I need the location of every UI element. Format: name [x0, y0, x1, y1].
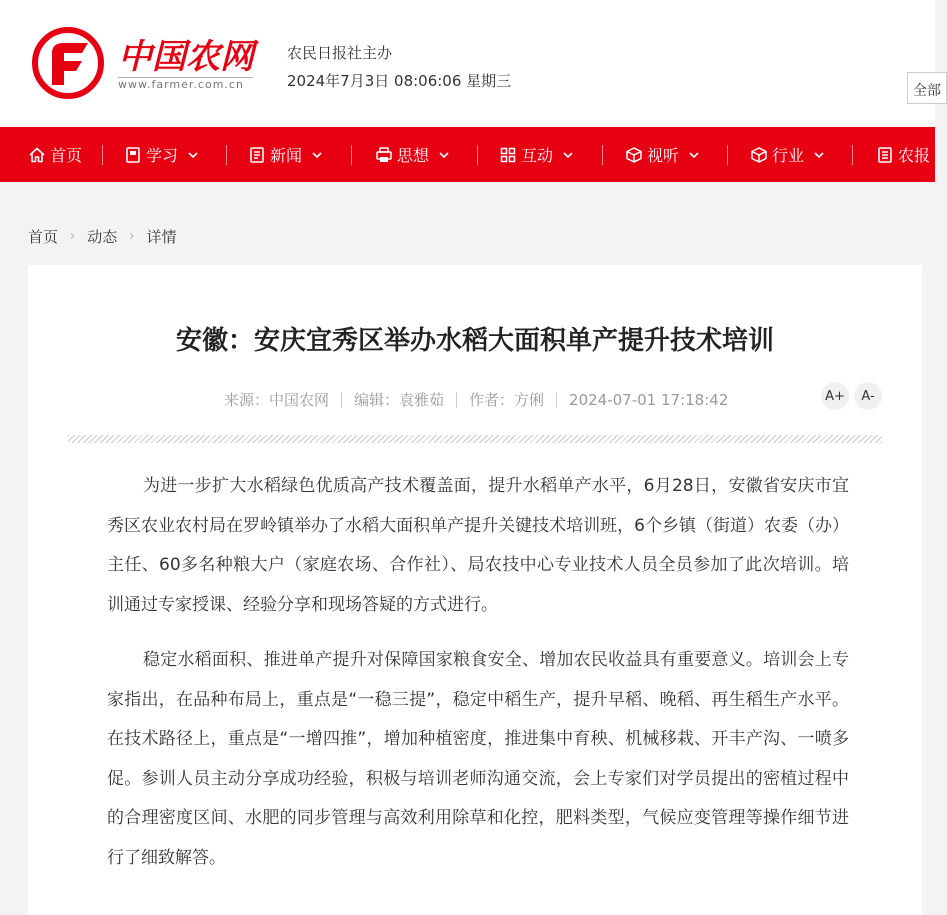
- chevron-right-icon: ›: [70, 229, 76, 244]
- chevron-down-icon: [310, 148, 324, 162]
- font-increase-button[interactable]: A+: [821, 382, 849, 410]
- chevron-down-icon: [561, 148, 575, 162]
- article-source: 来源：中国农网: [224, 391, 330, 409]
- article-editor: 编辑：袁雅茹: [354, 391, 445, 409]
- nav-label-thought: 思想: [397, 146, 430, 165]
- article-card: [28, 265, 922, 915]
- nav-item-industry[interactable]: [750, 127, 826, 182]
- nav-divider: [351, 145, 352, 165]
- meta-divider: [456, 392, 457, 408]
- chevron-down-icon: [812, 148, 826, 162]
- farmer-logo-icon[interactable]: [32, 27, 104, 99]
- article-date: 2024-07-01 17:18:42: [569, 390, 729, 409]
- logo-url: www.farmer.com.cn: [118, 78, 244, 91]
- font-decrease-button[interactable]: A-: [854, 382, 882, 410]
- nav-label-media: 视听: [647, 146, 680, 165]
- breadcrumb-current: 详情: [146, 228, 177, 246]
- chevron-down-icon: [687, 148, 701, 162]
- grid-icon: [499, 146, 517, 164]
- nav-item-media[interactable]: [625, 127, 701, 182]
- nav-label-news: 新闻: [270, 146, 303, 165]
- home-icon: [28, 146, 46, 164]
- nav-divider: [102, 145, 103, 165]
- nav-item-news[interactable]: [248, 127, 324, 182]
- nav-divider: [727, 145, 728, 165]
- nav-label-home: 首页: [50, 146, 83, 165]
- nav-label-study: 学习: [146, 146, 179, 165]
- cube-icon: [625, 146, 643, 164]
- meta-divider: [341, 392, 342, 408]
- nav-divider: [226, 145, 227, 165]
- svg-text:中国农网: 中国农网: [118, 37, 254, 77]
- nav-label-newspaper: 农报: [898, 146, 931, 165]
- nav-item-home[interactable]: [28, 127, 82, 182]
- current-datetime: 2024年7月3日 08:06:06 星期三: [287, 72, 512, 90]
- logo-wordmark[interactable]: [118, 28, 253, 78]
- main-nav: [0, 127, 935, 182]
- news-icon: [248, 146, 266, 164]
- breadcrumb-home[interactable]: 首页: [28, 228, 59, 246]
- nav-item-interact[interactable]: [499, 127, 575, 182]
- box-icon: [750, 146, 768, 164]
- nav-item-newspaper[interactable]: [876, 127, 930, 182]
- article-meta: [224, 389, 728, 410]
- sponsor-text: 农民日报社主办: [287, 44, 393, 62]
- article-author: 作者：方俐: [469, 391, 545, 409]
- article-paragraph: 稳定水稻面积、推进单产提升对保障国家粮食安全、增加农民收益具有重要意义。培训会上专家指出，在品种布局上，重点是“一稳三提”，稳定中稻生产，提升早稻、晚稻、再生稻生产水平。在技术路径上，重点是“一增四推”，增加种植密度，推进集中育秧、机械移栽、开丰产沟、一喷多促。参训人员主动分享成功经验，积极与培训老师沟通交流，会上专家们对学员提出的密植过程中的合理密度区间、水肥的同步管理与高效利用除草和化控，肥料类型，气候应变管理等操作细节进行了细致解答。: [107, 650, 849, 868]
- print-icon: [375, 146, 393, 164]
- nav-item-study[interactable]: [124, 127, 200, 182]
- nav-divider: [477, 145, 478, 165]
- meta-divider: [556, 392, 557, 408]
- nav-item-thought[interactable]: [375, 127, 451, 182]
- article-paragraph: 为进一步扩大水稻绿色优质高产技术覆盖面，提升水稻单产水平，6月28日，安徽省安庆市宜秀区农业农村局在罗岭镇举办了水稻大面积单产提升关键技术培训班，6个乡镇（街道）农委（办）主任、60多名种粮大户（家庭农场、合作社）、局农技中心专业技术人员全员参加了此次培训。培训通过专家授课、经验分享和现场答疑的方式进行。: [107, 476, 849, 615]
- chevron-down-icon: [186, 148, 200, 162]
- book-icon: [124, 146, 142, 164]
- nav-label-industry: 行业: [772, 146, 805, 165]
- search-scope-select[interactable]: 全部: [907, 72, 947, 104]
- breadcrumb: [28, 226, 176, 247]
- chevron-down-icon: [437, 148, 451, 162]
- chevron-right-icon: ›: [129, 229, 135, 244]
- nav-divider: [852, 145, 853, 165]
- nav-label-interact: 互动: [521, 146, 554, 165]
- breadcrumb-news[interactable]: 动态: [87, 228, 118, 246]
- title-divider: [68, 435, 882, 443]
- article-title: 安徽：安庆宜秀区举办水稻大面积单产提升技术培训: [175, 326, 774, 356]
- nav-divider: [602, 145, 603, 165]
- newspaper-icon: [876, 146, 894, 164]
- site-header: [0, 0, 941, 127]
